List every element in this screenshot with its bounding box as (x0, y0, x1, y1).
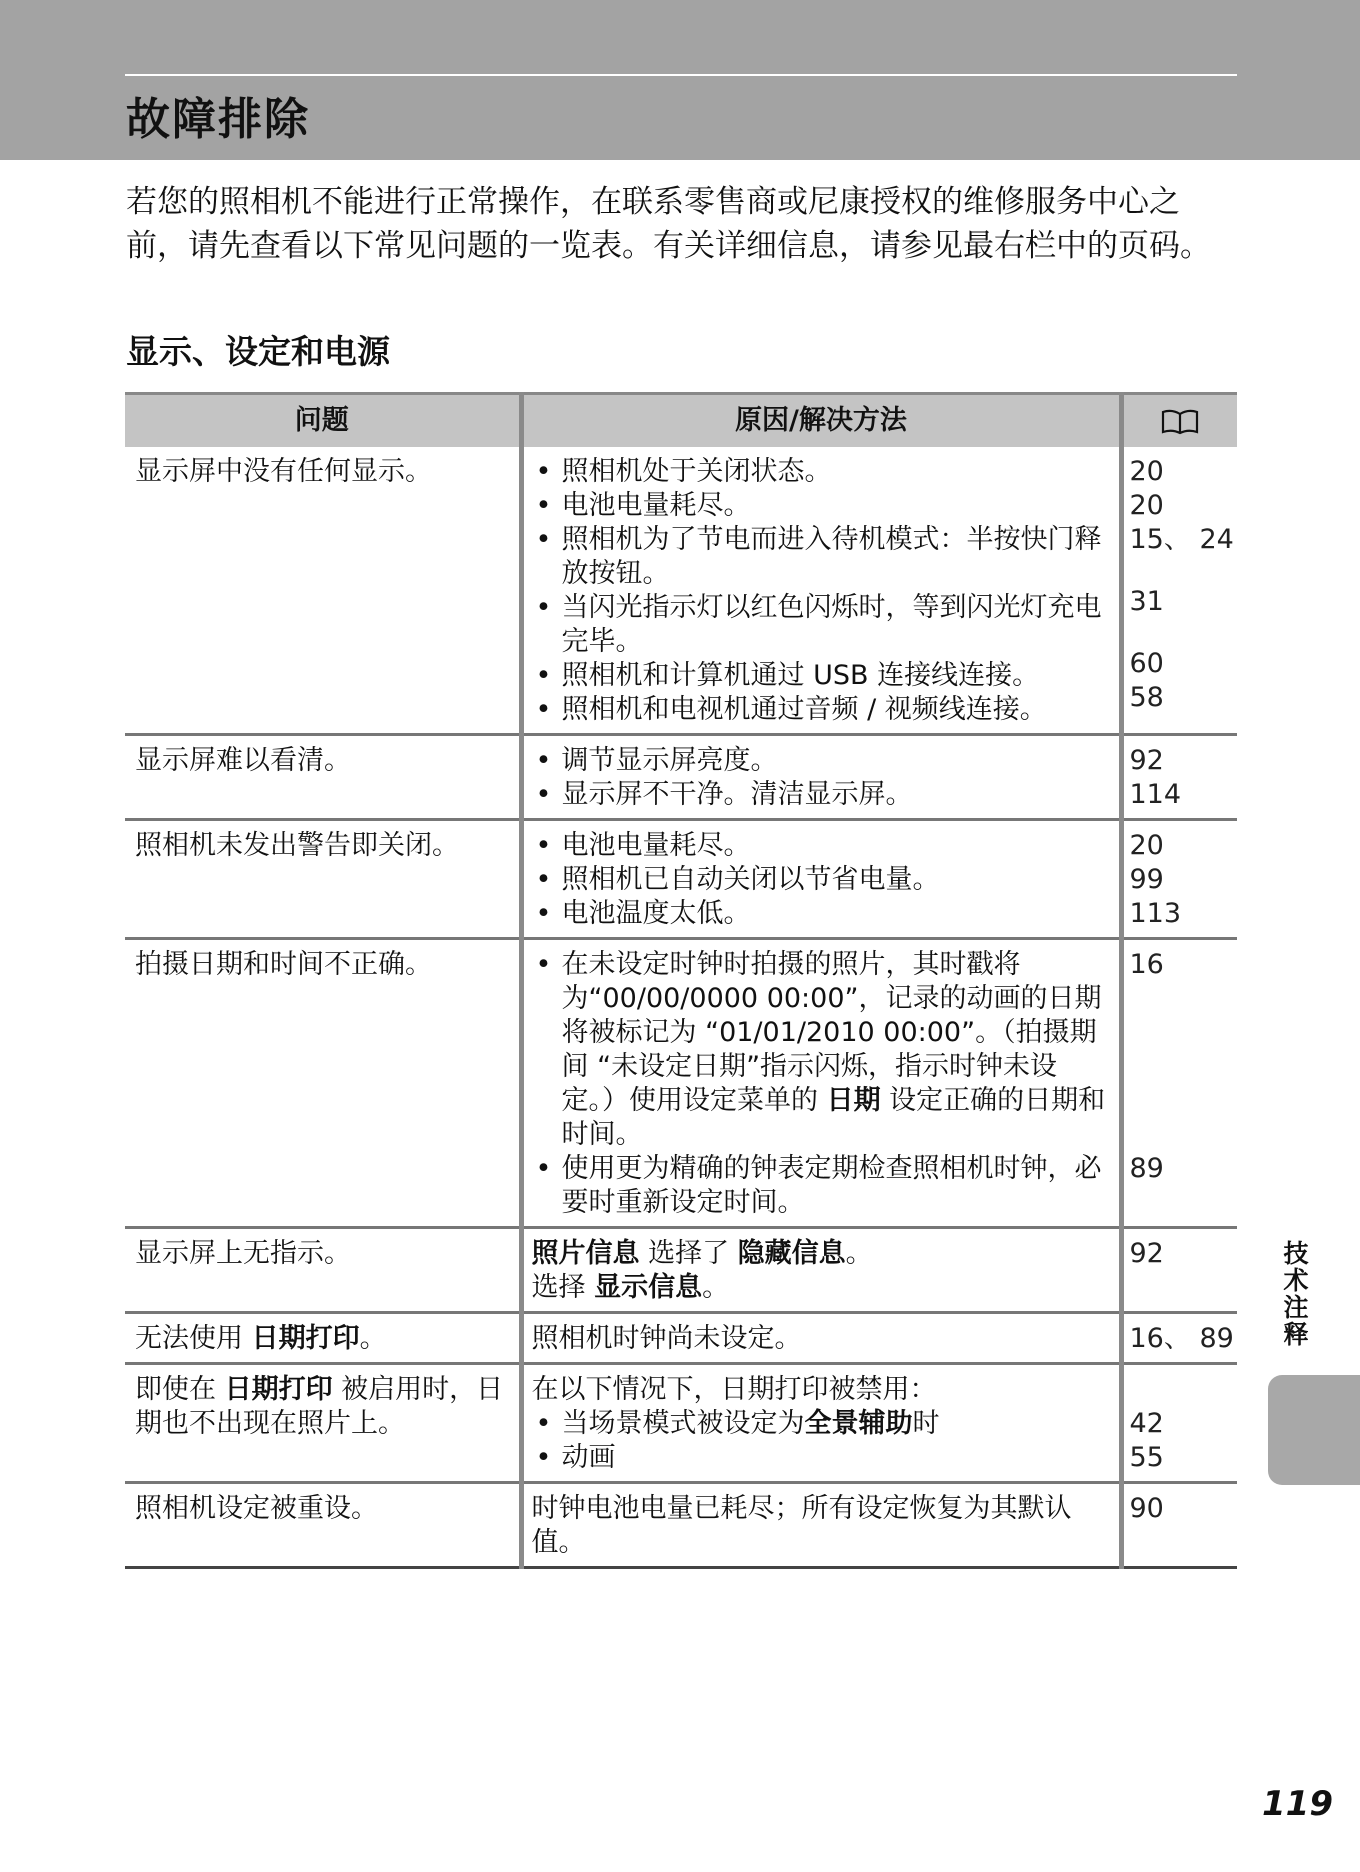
problem-cell: 照相机未发出警告即关闭。 (125, 820, 521, 939)
page-ref: 55 (1129, 1442, 1164, 1473)
menu-term: 日期打印 (251, 1323, 360, 1354)
solution-item: • 使用更为精确的钟表定期检查照相机时钟，必要时重新设定时间。 (532, 1152, 1111, 1220)
solution-cell (521, 820, 1121, 939)
page-ref: 31 (1129, 586, 1164, 617)
solution-item (532, 948, 1111, 1152)
solution-item: • 电池电量耗尽。 (532, 829, 1111, 863)
solution-item: • 动画 (532, 1441, 1111, 1475)
menu-term: 隐藏信息 (737, 1238, 846, 1269)
page-ref: 99 (1129, 864, 1164, 895)
solution-item: • 照相机和计算机通过 USB 连接线连接。 (532, 659, 1111, 693)
solution-cell (521, 939, 1121, 1228)
solution-item: • 当闪光指示灯以红色闪烁时，等到闪光灯充电完毕。 (532, 591, 1111, 659)
page-ref: 16 (1129, 949, 1164, 980)
page-ref: 58 (1129, 682, 1164, 713)
solution-line (532, 1237, 1111, 1271)
header-solution: 原因/解决方法 (521, 394, 1121, 448)
page-ref: 16、 89 (1129, 1323, 1234, 1354)
table-row (125, 939, 1237, 1228)
page-ref: 90 (1129, 1493, 1164, 1524)
page-ref: 92 (1129, 745, 1164, 776)
table-row (125, 820, 1237, 939)
text-run: 。 (359, 1323, 387, 1354)
text-run: 选择 (531, 1272, 595, 1303)
solution-line (532, 1271, 1111, 1305)
page-cell (1121, 735, 1237, 820)
problem-cell: 显示屏上无指示。 (125, 1228, 521, 1313)
page-ref: 60 (1129, 648, 1164, 679)
book-icon (1160, 408, 1200, 436)
solution-item: • 照相机为了节电而进入待机模式：半按快门释放按钮。 (532, 523, 1111, 591)
menu-term: 全景辅助 (804, 1408, 913, 1439)
solution-item: • 显示屏不干净。清洁显示屏。 (532, 778, 1111, 812)
side-tab-label: 技术注释 (1280, 1240, 1309, 1348)
problem-cell (125, 1313, 521, 1364)
table-row (125, 447, 1237, 735)
page-title: 故障排除 (126, 94, 310, 145)
page-cell (1121, 1483, 1237, 1568)
text-run: 无法使用 (135, 1323, 252, 1354)
page-number: 119 (1262, 1784, 1333, 1824)
table-row (125, 1483, 1237, 1568)
table-row (125, 735, 1237, 820)
text-run: 在未设定时钟时拍摄的照片，其时戳将为“00/00/0000 00:00”，记录的动画的日期将被标记为 “01/01/2010 00:00”。（拍摄期间 “未设定日期”指示闪烁，指示时钟未设定。）使用设定菜单的 (561, 949, 1102, 1116)
page-cell (1121, 939, 1237, 1228)
solution-item: • 电池电量耗尽。 (532, 489, 1111, 523)
page-ref: 20 (1129, 830, 1164, 861)
menu-term: 日期 (826, 1085, 881, 1116)
page-cell (1121, 1364, 1237, 1483)
problem-cell: 拍摄日期和时间不正确。 (125, 939, 521, 1228)
text-run: 即使在 (135, 1374, 225, 1405)
section-title: 显示、设定和电源 (126, 332, 390, 371)
text-run: 选择了 (639, 1238, 738, 1269)
solution-lead: 在以下情况下，日期打印被禁用： (531, 1374, 937, 1405)
solution-cell (521, 1228, 1121, 1313)
text-run: 被启用时，日期也不出现在照片上。 (135, 1374, 504, 1439)
text-run: 时 (912, 1408, 940, 1439)
solution-cell (521, 735, 1121, 820)
header-problem: 问题 (125, 394, 521, 448)
solution-cell: 时钟电池电量已耗尽；所有设定恢复为其默认值。 (521, 1483, 1121, 1568)
table-row (125, 1228, 1237, 1313)
page-ref: 20 (1129, 456, 1164, 487)
page-ref: 15、 24 (1129, 524, 1234, 555)
table-header-row (125, 394, 1237, 448)
solution-item (532, 1407, 1111, 1441)
text-run: 。 (845, 1238, 873, 1269)
problem-cell: 显示屏难以看清。 (125, 735, 521, 820)
solution-cell (521, 1364, 1121, 1483)
page-cell (1121, 1313, 1237, 1364)
intro-paragraph: 若您的照相机不能进行正常操作，在联系零售商或尼康授权的维修服务中心之前，请先查看以下常见问题的一览表。有关详细信息，请参见最右栏中的页码。 (126, 184, 1211, 264)
solution-item: • 照相机和电视机通过音频 / 视频线连接。 (532, 693, 1111, 727)
troubleshooting-table (125, 392, 1237, 1569)
solution-item: • 照相机已自动关闭以节省电量。 (532, 863, 1111, 897)
side-tab (1268, 1375, 1360, 1485)
header-rule (125, 74, 1237, 76)
page-ref: 42 (1129, 1408, 1164, 1439)
menu-term: 显示信息 (594, 1272, 703, 1303)
page-ref: 113 (1129, 898, 1182, 929)
solution-item: • 照相机处于关闭状态。 (532, 455, 1111, 489)
solution-cell: 照相机时钟尚未设定。 (521, 1313, 1121, 1364)
table-row (125, 1364, 1237, 1483)
solution-cell (521, 447, 1121, 735)
problem-cell (125, 1364, 521, 1483)
solution-item: • 电池温度太低。 (532, 897, 1111, 931)
page-ref: 114 (1129, 779, 1182, 810)
page-ref: 20 (1129, 490, 1164, 521)
menu-term: 日期打印 (224, 1374, 333, 1405)
text-run: 设定正确的日期和时间。 (561, 1085, 1106, 1150)
table-row (125, 1313, 1237, 1364)
problem-cell: 显示屏中没有任何显示。 (125, 447, 521, 735)
text-run: 。 (702, 1272, 730, 1303)
menu-term: 照片信息 (531, 1238, 640, 1269)
page-ref: 89 (1129, 1153, 1164, 1184)
problem-cell: 照相机设定被重设。 (125, 1483, 521, 1568)
page-ref: 92 (1129, 1238, 1164, 1269)
text-run: 当场景模式被设定为 (561, 1408, 805, 1439)
page-cell (1121, 820, 1237, 939)
solution-item: • 调节显示屏亮度。 (532, 744, 1111, 778)
page-cell (1121, 447, 1237, 735)
header-page (1121, 394, 1237, 448)
page-cell (1121, 1228, 1237, 1313)
